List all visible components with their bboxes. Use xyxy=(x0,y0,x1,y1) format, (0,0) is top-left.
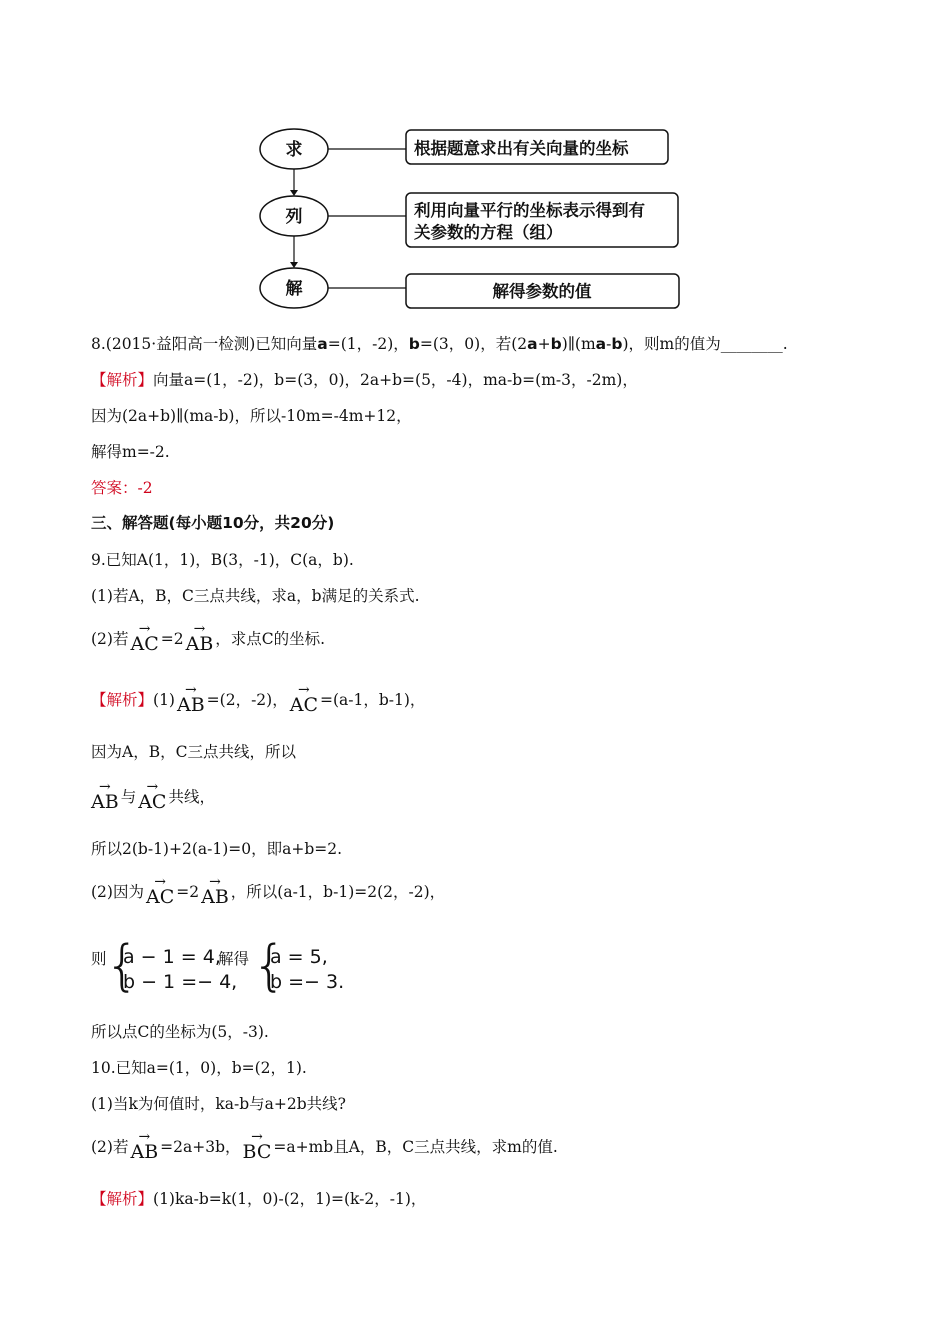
s9-line-1 xyxy=(91,682,426,716)
s9-text: 因为A，B，C三点共线，所以 xyxy=(91,743,296,761)
flowchart xyxy=(0,0,950,330)
vector-label: AB xyxy=(201,886,229,908)
s8-line-1 xyxy=(91,369,638,391)
s9-text: =(a-1，b-1)， xyxy=(319,691,426,709)
vector-arrow: → xyxy=(138,621,151,637)
s9-line-4 xyxy=(91,838,342,860)
vector-AB xyxy=(91,779,119,813)
s9-text: 与 xyxy=(120,788,137,806)
answer-text: 答案：-2 xyxy=(91,479,153,497)
vector-AB xyxy=(176,682,205,716)
q10-text: (1)当k为何值时，ka-b与a+2b共线? xyxy=(91,1095,346,1113)
q9-text: 9.已知A(1，1)，B(3，-1)，C(a，b). xyxy=(91,551,354,569)
q8-text: =(3，0)，若(2 xyxy=(419,335,528,353)
brace-symbol: { xyxy=(105,934,140,997)
vector-arrow: → xyxy=(154,874,166,890)
q10-line-1 xyxy=(91,1057,307,1079)
flow-step-2-label: 列 xyxy=(285,207,303,227)
q10-text: =2a+3b， xyxy=(160,1138,241,1156)
q10-text: =a+mb且A，B，C三点共线，求m的值. xyxy=(273,1138,558,1156)
vector-AB xyxy=(130,1129,159,1163)
flow-step-1-label: 求 xyxy=(285,140,303,160)
vector-label: AC xyxy=(130,633,159,655)
vector-arrow: → xyxy=(209,874,221,890)
equation-row: a − 1 = 4, xyxy=(123,946,221,968)
s9-text: (1) xyxy=(153,691,175,709)
q10-line-2 xyxy=(91,1093,346,1115)
q9-line-1 xyxy=(91,549,354,571)
flow-arrowhead-1 xyxy=(290,190,298,196)
vector-label: AB xyxy=(176,694,205,716)
q8-text: =(1，-2)， xyxy=(327,335,409,353)
q8-text: + xyxy=(537,335,551,353)
s9-text: 共线， xyxy=(168,788,215,806)
flow-box-2-text-2: 关参数的方程（组） xyxy=(414,223,563,242)
vector-arrow: → xyxy=(184,682,197,698)
s9-text: =2 xyxy=(176,883,200,901)
q9-line-3 xyxy=(91,621,326,655)
vec-b: b xyxy=(550,335,562,353)
vector-arrow: → xyxy=(98,779,111,795)
vector-AC xyxy=(130,621,159,655)
vector-AC xyxy=(145,874,175,908)
vec-b: b xyxy=(408,335,420,353)
vector-AB xyxy=(201,874,229,908)
q8-text: 8.(2015·益阳高一检测)已知向量 xyxy=(91,335,318,353)
s8-text: 向量a=(1，-2)，b=(3，0)，2a+b=(5，-4)，ma-b=(m-3，-2m)， xyxy=(153,371,638,389)
s9-text: ，所以(a-1，b-1)=2(2，-2)， xyxy=(230,883,446,901)
analysis-tag: 【解析】 xyxy=(91,1190,154,1208)
vector-label: AB xyxy=(91,791,119,813)
vector-BC xyxy=(242,1129,272,1163)
vector-AC xyxy=(138,779,167,813)
vector-arrow: → xyxy=(138,1129,151,1145)
s9-text: =(2，-2)， xyxy=(206,691,288,709)
vector-label: AC xyxy=(289,694,318,716)
s8-answer xyxy=(91,477,153,499)
flow-step-3-label: 解 xyxy=(285,279,303,299)
analysis-tag: 【解析】 xyxy=(91,691,154,709)
vector-label: AC xyxy=(145,886,175,908)
s9-text: 所以点C的坐标为(5，-3). xyxy=(91,1023,269,1041)
q8-text: - xyxy=(606,335,612,353)
vector-arrow: → xyxy=(251,1129,263,1145)
s8-line-2 xyxy=(91,405,412,427)
vector-AC xyxy=(289,682,318,716)
q8-line xyxy=(91,333,788,355)
vector-AB xyxy=(185,621,214,655)
s9-line-5 xyxy=(91,874,446,908)
q9-text: (1)若A，B，C三点共线，求a，b满足的关系式. xyxy=(91,587,420,605)
q9-line-2 xyxy=(91,585,420,607)
vector-arrow: → xyxy=(297,682,310,698)
section-title: 三、解答题(每小题10分，共20分) xyxy=(91,514,335,532)
q9-text: ，求点C的坐标. xyxy=(215,630,326,648)
q9-text: (2)若 xyxy=(91,630,129,648)
s9-line-2 xyxy=(91,741,296,763)
s9-text: 解得 xyxy=(218,950,250,968)
vector-arrow: → xyxy=(193,621,206,637)
q10-text: (2)若 xyxy=(91,1138,129,1156)
vec-a: a xyxy=(317,335,328,353)
flow-box-2-text-1: 利用向量平行的坐标表示得到有 xyxy=(414,201,645,220)
q8-text: )，则m的值为________. xyxy=(622,335,788,353)
vector-arrow: → xyxy=(146,779,159,795)
section-3-heading xyxy=(91,512,334,534)
s9-line-7 xyxy=(91,1021,269,1043)
analysis-tag: 【解析】 xyxy=(91,371,154,389)
flow-arrowhead-2 xyxy=(290,262,298,268)
equation-row: a = 5, xyxy=(270,946,328,968)
q10-line-3 xyxy=(91,1129,558,1163)
equation-row: b =− 3. xyxy=(270,971,345,993)
equation-system-2 xyxy=(252,934,362,997)
flow-box-3-text: 解得参数的值 xyxy=(492,282,592,301)
vector-label: BC xyxy=(242,1141,272,1163)
s8-text: 因为(2a+b)∥(ma-b)，所以-10m=-4m+12， xyxy=(91,407,412,425)
s9-line-6-mid xyxy=(218,948,249,970)
s10-line-1 xyxy=(91,1188,426,1210)
s9-text: (2)因为 xyxy=(91,883,144,901)
vector-label: AB xyxy=(185,633,214,655)
vector-label: AB xyxy=(130,1141,159,1163)
s9-text: 所以2(b-1)+2(a-1)=0，即a+b=2. xyxy=(91,840,343,858)
vector-label: AC xyxy=(138,791,167,813)
flow-box-1-text: 根据题意求出有关向量的坐标 xyxy=(414,139,629,158)
q8-text: )∥(m xyxy=(561,335,596,353)
s9-text: 则 xyxy=(91,950,107,968)
vec-a: a xyxy=(595,335,607,353)
brace-symbol: { xyxy=(252,934,287,997)
vec-b: b xyxy=(611,335,623,353)
q10-text: 10.已知a=(1，0)，b=(2，1). xyxy=(91,1059,307,1077)
s9-line-3 xyxy=(91,779,215,813)
vec-a: a xyxy=(527,335,538,353)
q9-text: =2 xyxy=(160,630,184,648)
s10-text: (1)ka-b=k(1，0)-(2，1)=(k-2，-1)， xyxy=(153,1190,427,1208)
s8-line-3 xyxy=(91,441,170,463)
s8-text: 解得m=-2. xyxy=(91,443,170,461)
equation-row: b − 1 =− 4, xyxy=(123,971,238,993)
